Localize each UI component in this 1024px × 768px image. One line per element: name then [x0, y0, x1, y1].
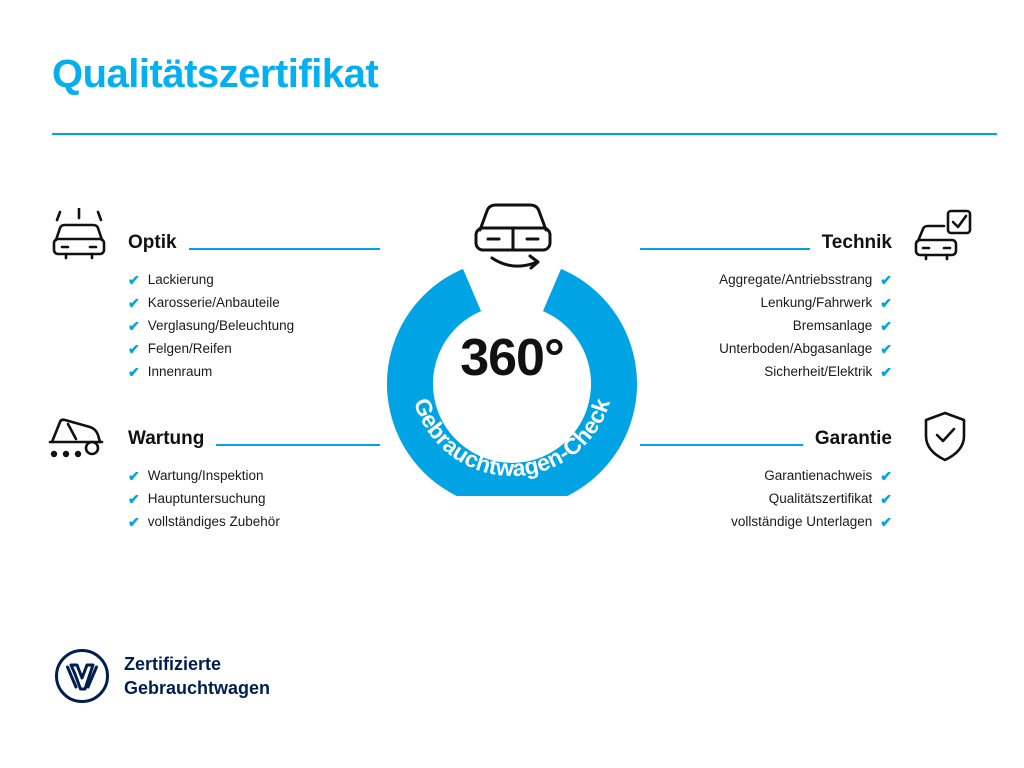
list-item-label: Verglasung/Beleuchtung [147, 318, 295, 333]
list-item-label: Unterboden/Abgasanlage [719, 341, 873, 356]
check-icon: ✔ [128, 513, 140, 530]
list-item-label: Karosserie/Anbauteile [147, 295, 280, 310]
check-icon: ✔ [128, 340, 140, 357]
list-item-label: Felgen/Reifen [147, 341, 232, 356]
list-item [128, 291, 380, 314]
list-item [640, 291, 892, 314]
list-item-label: Bremsanlage [792, 318, 873, 333]
section-optik-header [128, 210, 380, 256]
section-wartung-header [128, 406, 380, 452]
section-garantie-header [640, 406, 892, 452]
list-item [128, 360, 380, 383]
list-item-label: Lenkung/Fahrwerk [760, 295, 873, 310]
badge-360-check [372, 196, 652, 496]
section-garantie-items [640, 464, 892, 533]
section-technik-title: Technik [821, 232, 892, 253]
list-item [128, 268, 380, 291]
section-wartung-items [128, 464, 380, 533]
check-icon: ✔ [880, 271, 892, 288]
check-icon: ✔ [128, 317, 140, 334]
check-icon: ✔ [128, 467, 140, 484]
footer-text [124, 652, 270, 700]
list-item-label: Lackierung [147, 272, 214, 287]
list-item-label: vollständiges Zubehör [147, 514, 280, 529]
badge-value: 360° [460, 329, 564, 387]
car-check-icon [914, 208, 976, 262]
list-item [128, 487, 380, 510]
section-technik-header [640, 210, 892, 256]
section-optik-title: Optik [128, 232, 177, 253]
list-item-label: Aggregate/Antriebsstrang [719, 272, 873, 287]
section-garantie-title: Garantie [814, 428, 892, 449]
list-item [640, 314, 892, 337]
check-icon: ✔ [880, 363, 892, 380]
vw-logo [54, 648, 110, 704]
list-item-label: Wartung/Inspektion [147, 468, 264, 483]
footer-line-1: Zertifizierte [124, 654, 222, 674]
list-item [640, 337, 892, 360]
section-technik-rule [640, 248, 810, 250]
list-item [128, 314, 380, 337]
section-technik-items [640, 268, 892, 383]
shield-check-icon [914, 410, 976, 464]
section-garantie-rule [640, 444, 803, 446]
check-icon: ✔ [128, 271, 140, 288]
title-divider [52, 133, 997, 135]
arc-label: Gebrauchtwagen-Check [408, 394, 616, 482]
check-icon: ✔ [128, 294, 140, 311]
section-optik-rule [189, 248, 380, 250]
list-item-label: Hauptuntersuchung [147, 491, 266, 506]
list-item-label: Sicherheit/Elektrik [764, 364, 873, 379]
list-item [128, 464, 380, 487]
section-wartung-title: Wartung [128, 428, 205, 449]
section-optik [128, 210, 380, 383]
list-item-label: Qualitätszertifikat [768, 491, 873, 506]
list-item-label: Garantienachweis [764, 468, 873, 483]
car-front-shine-icon [48, 208, 110, 262]
footer-line-2: Gebrauchtwagen [124, 678, 271, 698]
section-technik [640, 210, 892, 383]
car-lift-icon [46, 408, 108, 462]
check-icon: ✔ [880, 294, 892, 311]
section-garantie [640, 406, 892, 533]
list-item [640, 268, 892, 291]
list-item-label: Innenraum [147, 364, 213, 379]
check-icon: ✔ [128, 490, 140, 507]
list-item [128, 337, 380, 360]
section-wartung-rule [216, 444, 380, 446]
check-icon: ✔ [880, 513, 892, 530]
list-item [640, 510, 892, 533]
list-item [128, 510, 380, 533]
list-item-label: vollständige Unterlagen [731, 514, 873, 529]
list-item [640, 464, 892, 487]
check-icon: ✔ [880, 467, 892, 484]
section-wartung [128, 406, 380, 533]
check-icon: ✔ [880, 490, 892, 507]
page-title: Qualitätszertifikat [52, 52, 379, 96]
check-icon: ✔ [880, 340, 892, 357]
check-icon: ✔ [880, 317, 892, 334]
list-item [640, 360, 892, 383]
section-optik-items [128, 268, 380, 383]
check-icon: ✔ [128, 363, 140, 380]
footer-brand [54, 648, 270, 704]
list-item [640, 487, 892, 510]
